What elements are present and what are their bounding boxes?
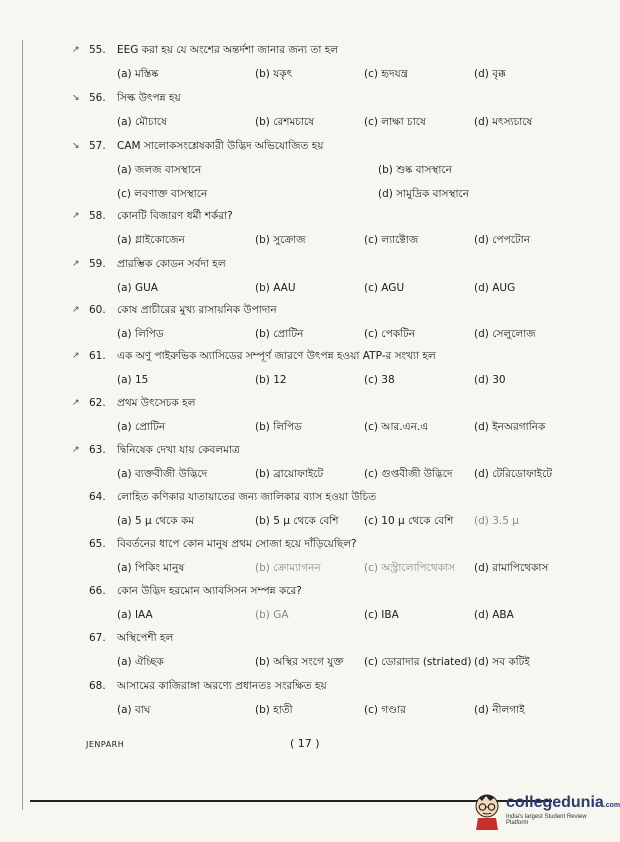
option-a: (a) গ্লাইকোজেন [117,234,185,246]
option-d: (d) ABA [474,609,514,621]
pen-mark [72,487,88,507]
option-b: (b) 12 [255,374,287,386]
question-text: EEG করা হয় যে অংশের অন্তর্দশা জানার জন্য তা হল [117,44,339,56]
question-number: 56. [89,92,106,104]
option-d: (d) ইনঅরগানিক [474,421,546,433]
option-b: (b) হাতী [255,704,293,716]
option-a: (a) জলজ বাসস্থানে [117,164,202,176]
question-number: 62. [89,397,106,409]
question-text: সিল্ক উৎপন্ন হয় [117,92,181,104]
option-b: (b) AAU [255,282,296,294]
question-number: 63. [89,444,106,456]
question-text: দ্বিনিষেক দেখা যায় কেবলমাত্র [117,444,240,456]
option-b: (b) যকৃৎ [255,68,293,80]
option-a: (a) 15 [117,374,149,386]
question-number: 68. [89,680,106,692]
question-item [0,346,612,392]
option-b: (b) GA [255,609,289,621]
question-number: 67. [89,632,106,644]
question-item [0,206,612,252]
option-b: (b) প্রোটিন [255,328,304,340]
pen-mark [72,676,88,696]
option-c: (c) অস্ট্রালোপিথেকাস [364,562,455,574]
option-a: (a) প্রোটিন [117,421,166,433]
logo-wordmark: collegedunia.com [506,794,620,811]
question-text: আসামের কাজিরাঙ্গা অরণ্যে প্রধানতঃ সংরক্ষিত হয় [117,680,327,692]
question-item [0,628,612,674]
option-a: (a) পিকিং মানুষ [117,562,185,574]
option-d: (d) সামুদ্রিক বাসস্থানে [378,188,469,200]
question-number: 64. [89,491,106,503]
option-a: (a) ব্যক্তবীজী উদ্ভিদে [117,468,208,480]
pen-mark [72,628,88,648]
option-d: (d) AUG [474,282,516,294]
option-c: (c) গণ্ডার [364,704,406,716]
option-b: (b) ক্রোম্যাগনন [255,562,321,574]
option-b: (b) অস্থির সংগে যুক্ত [255,656,344,668]
question-number: 59. [89,258,106,270]
page-number: ( 17 ) [290,737,320,750]
option-c: (c) 38 [364,374,395,386]
option-c: (c) IBA [364,609,399,621]
option-b: (b) শুষ্ক বাসস্থানে [378,164,452,176]
question-text: এক অণু পাইরুভিক অ্যাসিডের সম্পূর্ণ জারণে উৎপন্ন হওয়া ATP-র সংখ্যা হল [117,350,436,362]
option-a: (a) 5 μ থেকে কম [117,515,195,527]
question-text: বিবর্তনের ধাপে কোন মানুষ প্রথম সোজা হয়ে দাঁড়িয়েছিল? [117,538,357,550]
question-number: 60. [89,304,106,316]
question-number: 58. [89,210,106,222]
question-item [0,440,612,486]
question-item [0,393,612,439]
option-c: (c) আর.এন.এ [364,421,429,433]
pen-mark: ↗ [72,351,80,361]
pen-mark: ↗ [72,45,80,55]
question-number: 66. [89,585,106,597]
question-item [0,300,612,346]
question-text: লোহিত কণিকার যাতায়াতের জন্য জালিকার ব্যাস হওয়া উচিত [117,491,377,503]
option-b: (b) 5 μ থেকে বেশি [255,515,339,527]
question-item [0,88,612,134]
option-c: (c) ডোরাদার (striated) [364,656,472,668]
pen-mark: ↘ [72,141,80,151]
option-d: (d) টেরিডোফাইটে [474,468,553,480]
question-number: 65. [89,538,106,550]
question-item [0,534,612,580]
question-text: অস্থিপেশী হল [117,632,174,644]
option-d: (d) 3.5 μ [474,515,519,527]
question-item [0,676,612,722]
pen-mark [72,581,88,601]
question-item [0,40,612,86]
footer-code: JENPARH [86,740,125,749]
option-d: (d) বৃক্ক [474,68,506,80]
pen-mark: ↗ [72,398,80,408]
option-c: (c) হৃদযন্ত্র [364,68,409,80]
option-c: (c) গুপ্তবীজী উদ্ভিদে [364,468,453,480]
question-number: 57. [89,140,106,152]
question-text: কোনটি বিজারণ ধর্মী শর্করা? [117,210,233,222]
pen-mark [72,534,88,554]
question-text: CAM সালোকসংশ্লেষকারী উদ্ভিদ অভিযোজিত হয় [117,140,324,152]
collegedunia-logo [470,790,620,834]
option-c: (c) লবণাক্ত বাসস্থানে [117,188,208,200]
option-d: (d) পেপটোন [474,234,530,246]
option-a: (a) লিপিড [117,328,164,340]
question-item [0,136,612,206]
option-a: (a) ঐচ্ছিক [117,656,164,668]
option-d: (d) রামাপিথেকাস [474,562,549,574]
question-number: 55. [89,44,106,56]
option-d: (d) সব কটিই [474,656,530,668]
question-text: প্রথম উৎসেচক হল [117,397,196,409]
option-a: (a) বাঘ [117,704,151,716]
pen-mark: ↗ [72,211,80,221]
option-b: (b) সুক্রোজ [255,234,306,246]
option-b: (b) রেশমচাষে [255,116,314,128]
option-a: (a) IAA [117,609,153,621]
question-number: 61. [89,350,106,362]
mascot-icon [470,790,504,830]
option-d: (d) নীলগাই [474,704,525,716]
pen-mark: ↗ [72,305,80,315]
option-c: (c) ল্যাক্টোজ [364,234,419,246]
option-d: (d) সেলুলোজ [474,328,536,340]
option-b: (b) লিপিড [255,421,302,433]
question-text: প্রারম্ভিক কোডন সর্বদা হল [117,258,226,270]
pen-mark: ↘ [72,93,80,103]
option-b: (b) ব্রায়োফাইটে [255,468,324,480]
pen-mark: ↗ [72,259,80,269]
option-a: (a) মৌচাষে [117,116,167,128]
question-item [0,581,612,627]
option-d: (d) 30 [474,374,506,386]
option-c: (c) 10 μ থেকে বেশি [364,515,454,527]
question-text: কোষ প্রাচীরের মুখ্য রাসায়নিক উপাদান [117,304,277,316]
option-a: (a) GUA [117,282,158,294]
option-c: (c) AGU [364,282,405,294]
option-d: (d) মৎস্যচাষে [474,116,533,128]
option-c: (c) লাক্ষা চাষে [364,116,426,128]
option-a: (a) মস্তিষ্ক [117,68,159,80]
pen-mark: ↗ [72,445,80,455]
question-item [0,254,612,300]
question-item [0,487,612,533]
option-c: (c) পেকটিন [364,328,416,340]
logo-tagline: India's largest Student Review Platform [506,814,587,826]
question-text: কোন উদ্ভিদ হরমোন অ্যাবসিসন সম্পন্ন করে? [117,585,302,597]
